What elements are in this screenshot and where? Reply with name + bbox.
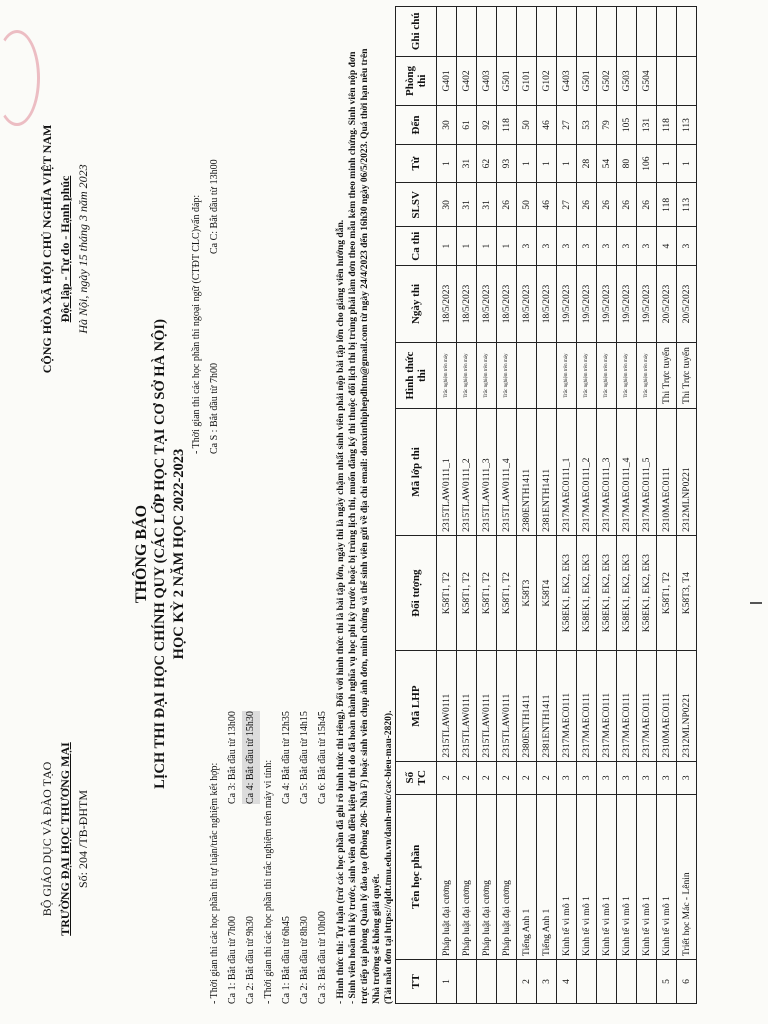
table-cell	[537, 343, 557, 409]
table-cell: 53	[577, 106, 597, 145]
table-cell: Trắc nghiệm trên máy	[497, 343, 517, 409]
table-cell: 131	[637, 106, 657, 145]
title-line-3: HỌC KỲ 2 NĂM HỌC 2022-2023	[171, 448, 187, 660]
table-cell: 1	[497, 227, 517, 266]
table-cell: 118	[497, 106, 517, 145]
table-cell: 30	[437, 106, 457, 145]
table-cell	[457, 959, 477, 1003]
computer-ca6: Ca 6: Bắt đầu từ 15h45	[317, 711, 328, 804]
table-cell	[557, 7, 577, 57]
table-cell: 1	[557, 144, 577, 183]
table-cell: 3	[557, 227, 577, 266]
table-row	[597, 7, 617, 1004]
table-cell: Trắc nghiệm trên máy	[637, 343, 657, 409]
table-cell: 3	[537, 959, 557, 1003]
table-cell: K58EK1, EK2, EK3	[557, 535, 577, 651]
table-cell: K58T1, T2	[437, 535, 457, 651]
table-cell: G504	[637, 56, 657, 106]
computer-heading: - Thời gian thi các học phần thi trắc nghiệm trên máy vi tính:	[263, 759, 274, 1004]
table-cell: 2312MLNP0221	[677, 409, 697, 536]
table-cell	[497, 959, 517, 1003]
table-cell	[617, 7, 637, 57]
table-cell: 19/5/2023	[597, 265, 617, 342]
table-cell: 2	[477, 761, 497, 794]
table-cell: 2315TLAW0111_1	[437, 409, 457, 536]
table-cell: 54	[597, 144, 617, 183]
computer-ca3: Ca 3: Bắt đầu từ 10h00	[317, 911, 328, 1004]
table-cell: 50	[517, 106, 537, 145]
table-cell: 2315TLAW0111	[477, 651, 497, 761]
table-cell: 3	[677, 761, 697, 794]
table-cell: G501	[497, 56, 517, 106]
table-cell: G502	[597, 56, 617, 106]
table-cell: 3	[597, 227, 617, 266]
table-cell: 2317MAEC0111_5	[637, 409, 657, 536]
table-cell: Trắc nghiệm trên máy	[617, 343, 637, 409]
table-cell	[597, 959, 617, 1003]
table-cell: 28	[577, 144, 597, 183]
table-cell	[437, 7, 457, 57]
table-cell: G401	[437, 56, 457, 106]
table-cell: 6	[677, 959, 697, 1003]
table-cell: 46	[537, 183, 557, 227]
exam-schedule-table	[395, 6, 697, 1004]
col-header: Đối tượng	[396, 535, 437, 651]
table-header-row	[396, 7, 437, 1004]
table-cell: 1	[537, 144, 557, 183]
table-cell: 5	[657, 959, 677, 1003]
table-cell: K58EK1, EK2, EK3	[577, 535, 597, 651]
table-cell: Kinh tế vi mô 1	[657, 794, 677, 959]
table-cell: 113	[677, 183, 697, 227]
table-cell: 26	[637, 183, 657, 227]
table-cell: 2317MAEC0111	[557, 651, 577, 761]
col-header: Hình thức thi	[396, 343, 437, 409]
table-cell: 3	[617, 227, 637, 266]
document-title	[132, 304, 189, 804]
table-cell	[577, 959, 597, 1003]
ministry-name: BỘ GIÁO DỤC VÀ ĐÀO TẠO	[40, 761, 54, 917]
table-cell: 3	[517, 227, 537, 266]
table-cell: 113	[677, 106, 697, 145]
table-cell	[597, 7, 617, 57]
table-cell: 106	[637, 144, 657, 183]
table-cell	[677, 56, 697, 106]
table-cell: Tiếng Anh 1	[537, 794, 557, 959]
table-cell: Tiếng Anh 1	[517, 794, 537, 959]
table-cell: 3	[537, 227, 557, 266]
table-cell: 31	[457, 183, 477, 227]
col-header: Từ	[396, 144, 437, 183]
table-cell: 2315TLAW0111_3	[477, 409, 497, 536]
table-row	[657, 7, 677, 1004]
table-cell: 2	[517, 761, 537, 794]
table-cell: G102	[537, 56, 557, 106]
country-name: CỘNG HÒA XÃ HỘI CHỦ NGHĨA VIỆT NAM	[40, 124, 54, 374]
table-cell: 20/5/2023	[657, 265, 677, 342]
col-header: Số TC	[396, 761, 437, 794]
table-cell: 3	[677, 227, 697, 266]
table-cell: 2	[537, 761, 557, 794]
table-cell	[517, 7, 537, 57]
table-cell: 18/5/2023	[517, 265, 537, 342]
table-cell: 18/5/2023	[457, 265, 477, 342]
table-cell: K58T4	[537, 535, 557, 651]
note-3: (Tải mẫu đơn tại https://qldt.tmu.edu.vn/danh-muc/cac-bieu-mau-2820).	[384, 710, 394, 1004]
table-cell: 18/5/2023	[537, 265, 557, 342]
table-cell: K58T1, T2	[497, 535, 517, 651]
table-cell: 2380ENTH1411	[517, 409, 537, 536]
table-cell: Trắc nghiệm trên máy	[457, 343, 477, 409]
computer-ca1: Ca 1: Bắt đầu từ 6h45	[281, 916, 292, 1004]
table-row	[497, 7, 517, 1004]
table-cell: 105	[617, 106, 637, 145]
table-cell: 2315TLAW0111	[457, 651, 477, 761]
table-cell: 118	[657, 183, 677, 227]
table-cell: Trắc nghiệm trên máy	[477, 343, 497, 409]
col-header: Ngày thi	[396, 265, 437, 342]
computer-ca5: Ca 5: Bắt đầu từ 14h15	[299, 711, 310, 804]
table-cell: 19/5/2023	[577, 265, 597, 342]
computer-ca4: Ca 4: Bắt đầu từ 12h35	[281, 711, 292, 804]
table-cell: 1	[437, 227, 457, 266]
col-header: Tên học phần	[396, 794, 437, 959]
table-cell: 3	[657, 761, 677, 794]
table-row	[517, 7, 537, 1004]
table-row	[637, 7, 657, 1004]
table-cell: G503	[617, 56, 637, 106]
table-cell: G403	[477, 56, 497, 106]
table-cell: 118	[657, 106, 677, 145]
note-2: - Sinh viên hoãn thi kỳ trước, sinh viên đủ điều kiện dự thi do đã hoàn thành nghĩa vụ học phí kỳ trước hoặc bị trùng lịch thi, muốn đăng ký thi thuộc đối lịch thi bị trùng phải làm đơn theo mẫu kèm theo minh chứng. Sinh viên nộp đơn trực tiếp tại phòng Quản lý đào tạo (Phòng 206- Nhà F) hoặc sinh viên chụp ảnh đơn, minh chứng và thể sinh viên gửi về địa chỉ email: donxinthiphepdhtm@gmail.com từ ngày 24/4/2023 đến 16h30 ngày 06/5/2023. Quá thời hạn nêu trên Nhà trường sẽ không giải quyết.	[348, 48, 382, 1004]
table-cell: 20/5/2023	[677, 265, 697, 342]
table-cell	[457, 7, 477, 57]
table-cell: 18/5/2023	[497, 265, 517, 342]
table-cell: 1	[677, 144, 697, 183]
table-cell	[637, 7, 657, 57]
table-cell: 61	[457, 106, 477, 145]
table-cell: 3	[637, 761, 657, 794]
table-cell	[677, 7, 697, 57]
issue-date: Hà Nội, ngày 15 tháng 3 năm 2023	[76, 164, 90, 334]
document-number: Số: 204 /TB-ĐHTM	[76, 790, 90, 889]
table-cell	[477, 7, 497, 57]
table-cell: 62	[477, 144, 497, 183]
stamp-mark	[0, 30, 40, 126]
table-cell: 3	[617, 761, 637, 794]
col-header: TT	[396, 959, 437, 1003]
scan-mark	[750, 602, 762, 604]
table-cell: 50	[517, 183, 537, 227]
table-cell	[637, 959, 657, 1003]
col-header: Đến	[396, 106, 437, 145]
table-cell: 4	[557, 959, 577, 1003]
table-cell: 3	[577, 227, 597, 266]
table-cell: Pháp luật đại cương	[477, 794, 497, 959]
notes-block	[335, 44, 395, 1004]
table-cell: 18/5/2023	[477, 265, 497, 342]
table-cell: 2317MAEC0111_4	[617, 409, 637, 536]
table-cell: 31	[477, 183, 497, 227]
table-cell: 2317MAEC0111_3	[597, 409, 617, 536]
table-cell: Thi Trực tuyến	[677, 343, 697, 409]
table-cell: 2312MLNP0221	[677, 651, 697, 761]
table-cell	[517, 343, 537, 409]
table-cell: 27	[557, 106, 577, 145]
table-cell	[497, 7, 517, 57]
table-cell: 3	[597, 761, 617, 794]
table-cell: Kinh tế vi mô 1	[637, 794, 657, 959]
table-cell: 1	[477, 227, 497, 266]
col-header: Phòng thi	[396, 56, 437, 106]
table-cell: 1	[457, 227, 477, 266]
computer-ca2: Ca 2: Bắt đầu từ 8h30	[299, 916, 310, 1004]
table-cell: Trắc nghiệm trên máy	[437, 343, 457, 409]
table-row	[477, 7, 497, 1004]
table-cell: 27	[557, 183, 577, 227]
table-cell: Thi Trực tuyến	[657, 343, 677, 409]
table-cell: 3	[557, 761, 577, 794]
table-cell: 79	[597, 106, 617, 145]
mixed-ca3: Ca 3: Bắt đầu từ 13h00	[227, 711, 238, 804]
table-cell: 2	[437, 761, 457, 794]
table-cell	[537, 7, 557, 57]
table-cell: 92	[477, 106, 497, 145]
table-row	[537, 7, 557, 1004]
table-cell: 3	[637, 227, 657, 266]
table-cell: Trắc nghiệm trên máy	[557, 343, 577, 409]
motto: Độc lập - Tự do - Hạnh phúc	[58, 175, 72, 323]
table-cell	[577, 7, 597, 57]
table-cell: 2310MAEC0111	[657, 409, 677, 536]
table-cell: Trắc nghiệm trên máy	[597, 343, 617, 409]
table-cell: 3	[577, 761, 597, 794]
table-cell: 46	[537, 106, 557, 145]
col-header: SLSV	[396, 183, 437, 227]
table-cell: Kinh tế vi mô 1	[577, 794, 597, 959]
table-cell: K58EK1, EK2, EK3	[597, 535, 617, 651]
table-cell	[477, 959, 497, 1003]
table-cell: G403	[557, 56, 577, 106]
table-cell: 2381ENTH1411	[537, 651, 557, 761]
table-cell: 26	[577, 183, 597, 227]
mixed-ca1: Ca 1: Bắt đầu từ 7h00	[227, 916, 238, 1004]
table-cell: 80	[617, 144, 637, 183]
col-header: Mã lớp thi	[396, 409, 437, 536]
table-row	[617, 7, 637, 1004]
table-cell: 2317MAEC0111_1	[557, 409, 577, 536]
mixed-ca4: Ca 4: Bắt đầu từ 15h30	[242, 711, 260, 804]
header-right	[40, 84, 94, 414]
lang-ca-c: Ca C: Bắt đầu từ 13h00	[209, 159, 220, 254]
table-cell: K58T3	[517, 535, 537, 651]
table-cell: 2317MAEC0111	[577, 651, 597, 761]
table-cell: K58EK1, EK2, EK3	[617, 535, 637, 651]
table-cell: Pháp luật đại cương	[497, 794, 517, 959]
col-header: Mã LHP	[396, 651, 437, 761]
table-cell: G402	[457, 56, 477, 106]
lang-heading: - Thời gian thi các học phần thi ngoại ngữ (CTĐT CLC)vấn đáp:	[191, 194, 202, 454]
table-row	[437, 7, 457, 1004]
school-name: TRƯỜNG ĐẠI HỌC THƯƠNG MẠI	[58, 742, 72, 936]
table-cell: 26	[617, 183, 637, 227]
table-cell: 2317MAEC0111	[637, 651, 657, 761]
note-1: - Hình thức thi: Tự luận (trừ các học phần đã ghi rõ hình thức thi riêng). Đối với hình thức thi là bài tập lớn, ngày thi là ngày chậm nhất sinh viên phải nộp bài tập lớn cho giảng viên hướng dẫn.	[336, 219, 346, 1004]
mixed-heading: - Thời gian thi các học phần thi tự luận/trắc nghiệm kết hợp:	[209, 762, 220, 1004]
table-cell: 2	[497, 761, 517, 794]
col-header: Ghi chú	[396, 7, 437, 57]
table-cell: 2317MAEC0111	[597, 651, 617, 761]
table-cell	[617, 959, 637, 1003]
table-cell: K58T1, T2	[457, 535, 477, 651]
table-cell: K58T1, T2	[477, 535, 497, 651]
title-line-1: THÔNG BÁO	[133, 504, 150, 604]
table-cell: 2317MAEC0111	[617, 651, 637, 761]
table-cell: K58T3, T4	[677, 535, 697, 651]
table-body	[437, 7, 697, 1004]
table-cell: Kinh tế vi mô 1	[557, 794, 577, 959]
table-cell: 1	[437, 144, 457, 183]
table-row	[577, 7, 597, 1004]
table-cell: Kinh tế vi mô 1	[617, 794, 637, 959]
lang-ca-s: Ca S : Bắt đầu từ 7h00	[209, 363, 220, 454]
header-left	[40, 714, 94, 964]
table-cell: 2310MAEC0111	[657, 651, 677, 761]
table-cell: Pháp luật đại cương	[437, 794, 457, 959]
exam-time-block-right	[188, 159, 224, 454]
table-cell: 2315TLAW0111	[437, 651, 457, 761]
table-cell: 31	[457, 144, 477, 183]
table-cell: 93	[497, 144, 517, 183]
table-row	[557, 7, 577, 1004]
table-cell	[657, 7, 677, 57]
table-cell: K58EK1, EK2, EK3	[637, 535, 657, 651]
table-cell: 26	[497, 183, 517, 227]
table-row	[677, 7, 697, 1004]
table-cell	[657, 56, 677, 106]
table-cell: 1	[437, 959, 457, 1003]
table-cell: 1	[517, 144, 537, 183]
table-cell: 1	[657, 144, 677, 183]
col-header: Ca thi	[396, 227, 437, 266]
table-cell: 2315TLAW0111_2	[457, 409, 477, 536]
table-cell: 19/5/2023	[637, 265, 657, 342]
table-cell: 2380ENTH1411	[517, 651, 537, 761]
table-cell: 2315TLAW0111	[497, 651, 517, 761]
table-cell: 4	[657, 227, 677, 266]
table-cell: 2315TLAW0111_4	[497, 409, 517, 536]
table-cell: G101	[517, 56, 537, 106]
exam-time-block-left	[206, 711, 332, 1004]
table-cell: 2	[457, 761, 477, 794]
table-cell: 2	[517, 959, 537, 1003]
title-line-2: LỊCH THI ĐẠI HỌC CHÍNH QUY (CÁC LỚP HỌC TẠI CƠ SỞ HÀ NỘI)	[152, 319, 168, 789]
table-cell: Triết học Mác - Lênin	[677, 794, 697, 959]
table-cell: 19/5/2023	[557, 265, 577, 342]
mixed-ca2: Ca 2: Bắt đầu từ 9h30	[245, 916, 256, 1004]
table-row	[457, 7, 477, 1004]
table-cell: Trắc nghiệm trên máy	[577, 343, 597, 409]
table-cell: Pháp luật đại cương	[457, 794, 477, 959]
table-cell: K58T1, T2	[657, 535, 677, 651]
table-cell: 18/5/2023	[437, 265, 457, 342]
table-cell: 2317MAEC0111_2	[577, 409, 597, 536]
table-cell: 19/5/2023	[617, 265, 637, 342]
table-cell: Kinh tế vi mô 1	[597, 794, 617, 959]
table-cell: G501	[577, 56, 597, 106]
table-cell: 30	[437, 183, 457, 227]
table-cell: 26	[597, 183, 617, 227]
table-cell: 2381ENTH1411	[537, 409, 557, 536]
